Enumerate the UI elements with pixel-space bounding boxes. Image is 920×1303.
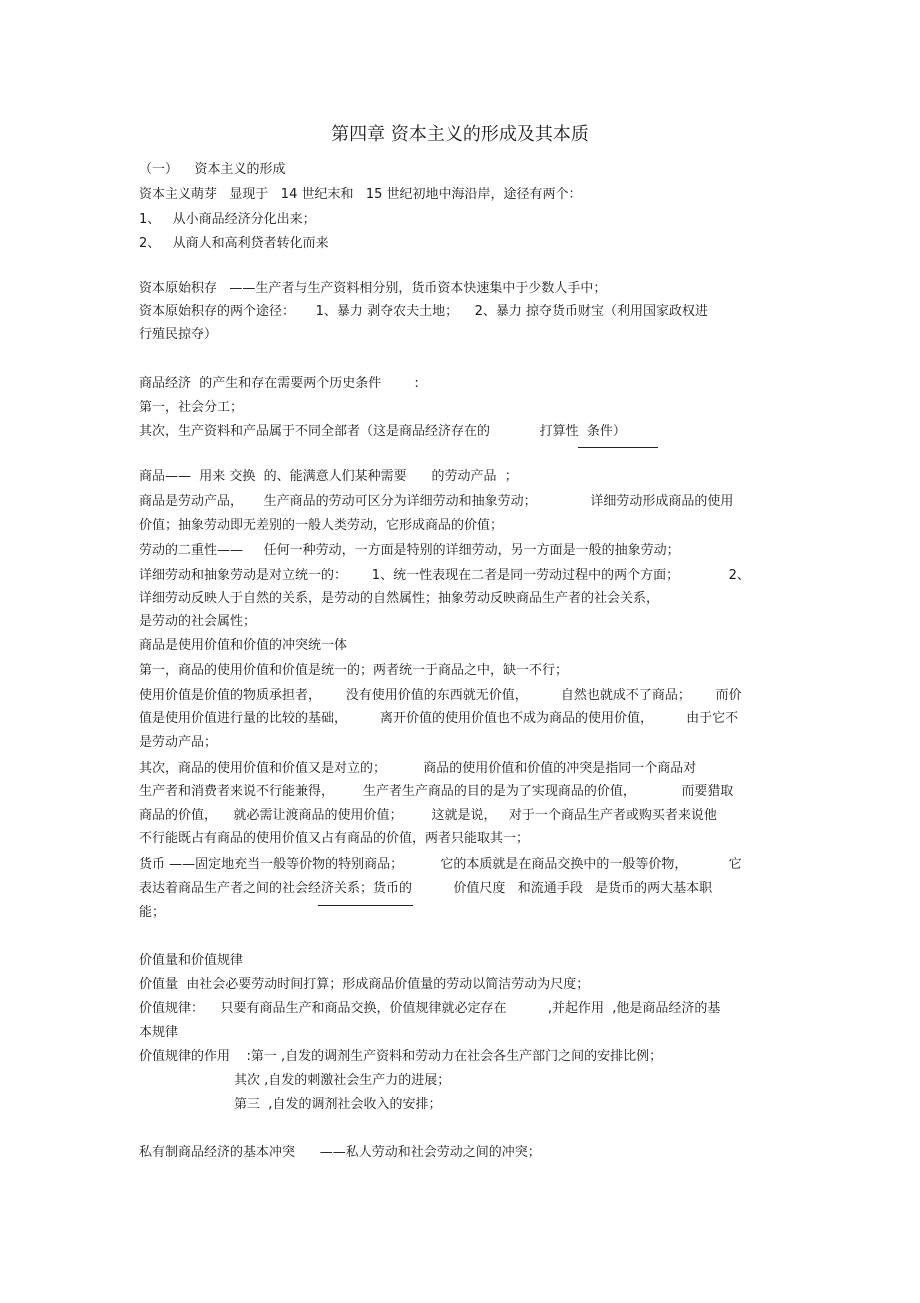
text-line: 商品经济 的产生和存在需要两个历史条件 : (139, 376, 419, 391)
text-line: 能； (139, 905, 166, 920)
text-line: 第一，社会分工； (139, 400, 244, 415)
text-line: 商品是劳动产品， 生产商品的劳动可区分为详细劳动和抽象劳动； 详细劳动形成商品的使用 (139, 494, 734, 509)
text-line: 其次，商品的使用价值和价值又是对立的； 商品的使用价值和价值的冲突是指同一个商品对 (139, 761, 697, 776)
underline-rule (578, 447, 658, 448)
text-line: 资本主义萌芽 显现于 14 世纪末和 15 世纪初地中海沿岸，途径有两个： (139, 187, 582, 202)
text-line: 使用价值是价值的物质承担者， 没有使用价值的东西就无价值， 自然也就成不了商品； 而价 (139, 688, 742, 703)
text-line: 资本原始积存的两个途径： 1、暴力 剥夺农夫土地； 2、暴力 掠夺货币财宝（利用国家政权进 (139, 304, 708, 319)
section-heading: 价值量和价值规律 (139, 953, 244, 968)
text-line: 详细劳动和抽象劳动是对立统一的： 1、统一性表现在二者是同一劳动过程中的两个方面； 2、 (139, 568, 750, 583)
chapter-title: 第四章 资本主义的形成及其本质 (331, 124, 589, 145)
text-line: 值是使用价值进行量的比较的基础， 离开价值的使用价值也不成为商品的使用价值， 由于它不 (139, 711, 739, 726)
text-line: 是劳动产品； (139, 735, 218, 750)
text-line: 价值量 由社会必要劳动时间打算；形成商品价值量的劳动以简洁劳动为尺度； (139, 977, 590, 992)
text-line: 价值规律： 只要有商品生产和商品交换，价值规律就必定存在 ,并起作用 ,他是商品经济的基 (139, 1001, 721, 1016)
text-line: 详细劳动反映人于自然的关系，是劳动的自然属性；抽象劳动反映商品生产者的社会关系， (139, 591, 660, 606)
list-item: 2、 从商人和高利贷者转化而来 (139, 236, 329, 251)
text-line: 商品是使用价值和价值的冲突统一体 (139, 638, 348, 653)
text-line: 价值；抽象劳动即无差别的一般人类劳动，它形成商品的价值； (139, 518, 504, 533)
text-line: 生产者和消费者来说不行能兼得， 生产者生产商品的目的是为了实现商品的价值， 而要猎取 (139, 784, 734, 799)
text-line: 第三 ,自发的调剂社会收入的安排； (139, 1097, 442, 1112)
text-line: 劳动的二重性—— 任何一种劳动，一方面是特别的详细劳动，另一方面是一般的抽象劳动； (139, 543, 680, 558)
text-line: 价值规律的作用 :第一 ,自发的调剂生产资料和劳动力在社会各生产部门之间的安排比例； (139, 1049, 663, 1064)
text-line: 资本原始积存 ——生产者与生产资料相分别，货币资本快速集中于少数人手中； (139, 281, 607, 296)
text-line: 第一，商品的使用价值和价值是统一的；两者统一于商品之中，缺一不行； (139, 663, 569, 678)
text-line: 表达着商品生产者之间的社会经济关系；货币的 价值尺度 和流通手段 是货币的两大基本职 (139, 881, 713, 896)
text-line: 货币 ——固定地充当一般等价物的特别商品； 它的本质就是在商品交换中的一般等价物， 它 (139, 857, 742, 872)
text-line: 商品的价值， 就必需让渡商品的使用价值； 这就是说， 对于一个商品生产者或购买者来说他 (139, 808, 717, 823)
section-heading: （一） 资本主义的形成 (139, 162, 286, 177)
underline-rule (318, 905, 413, 906)
text-line: 是劳动的社会属性； (139, 614, 257, 629)
text-line: 本规律 (139, 1025, 179, 1040)
text-line: 私有制商品经济的基本冲突 ——私人劳动和社会劳动之间的冲突； (139, 1145, 541, 1160)
text-line: 其次 ,自发的刺激社会生产力的进展； (139, 1073, 451, 1088)
list-item: 1、 从小商品经济分化出来； (139, 212, 316, 227)
text-line: 不行能既占有商品的使用价值又占有商品的价值，两者只能取其一； (139, 831, 530, 846)
text-line: 其次，生产资料和产品属于不同全部者（这是商品经济存在的 打算性 条件） (139, 424, 626, 439)
text-line: 商品—— 用来 交换 的、能满意人们某种需要 的劳动产品 ； (139, 469, 518, 484)
text-line: 行殖民掠夺） (139, 327, 218, 342)
